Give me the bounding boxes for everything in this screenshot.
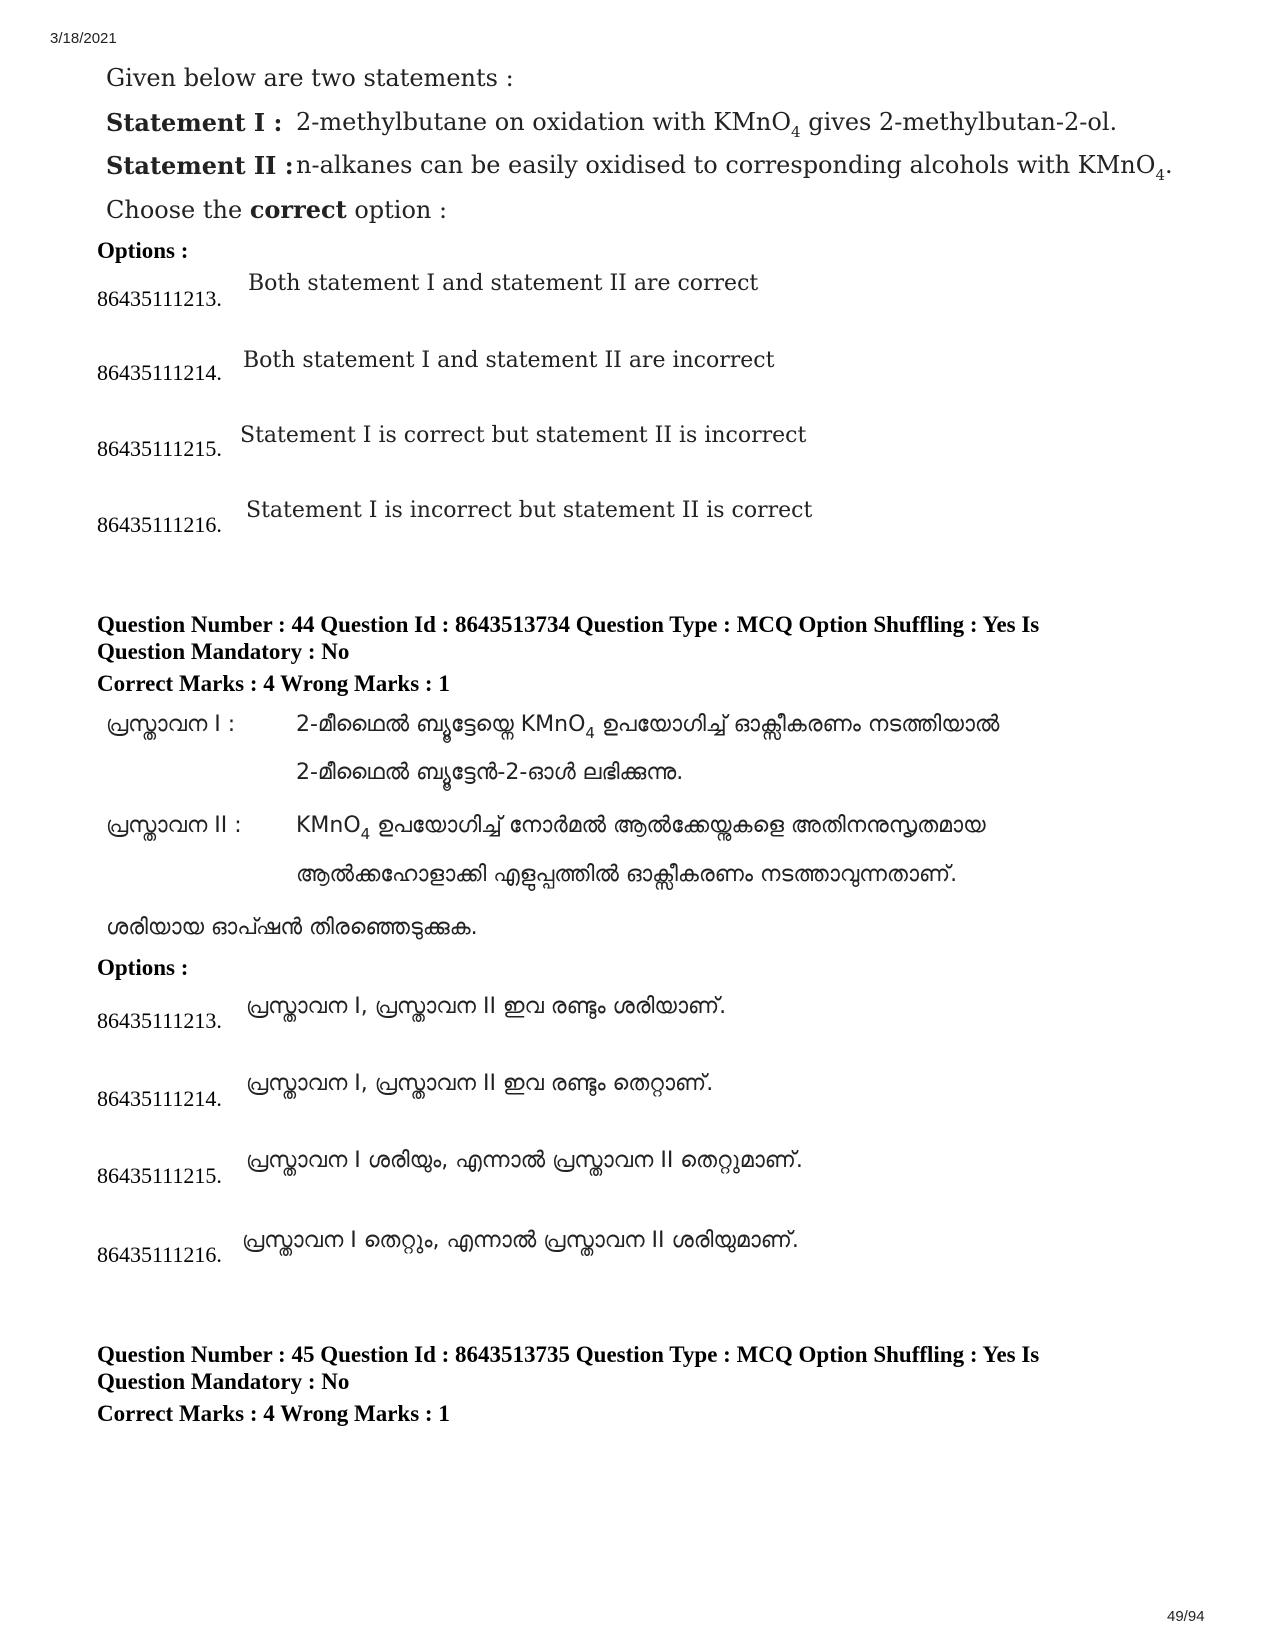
q43-choose-prompt: Choose the correct option : (106, 195, 448, 224)
q44-statement2-label: പ്രസ്താവന II : (106, 813, 242, 838)
option-text: Both statement I and statement II are correct (248, 271, 759, 296)
option-text: പ്രസ്താവന I, പ്രസ്താവന II ഇവ രണ്ടും തെറ്റാണ്. (246, 1071, 714, 1096)
q44-header-line2: Question Mandatory : No (97, 639, 350, 664)
option-text: Statement I is correct but statement II is incorrect (240, 423, 807, 448)
option-text: പ്രസ്താവന I ശരിയും, എന്നാൽ പ്രസ്താവന II തെറ്റുമാണ്. (246, 1148, 803, 1173)
q44-options-label: Options : (97, 955, 189, 980)
q43-statement1-text: 2-methylbutane on oxidation with KMnO$_4$ gives 2-methylbutan-2-ol. (296, 108, 1118, 141)
page-number: 49/94 (1167, 1608, 1205, 1625)
q44-statement1-label: പ്രസ്താവന I : (106, 712, 236, 737)
q43-statement2-text: n-alkanes can be easily oxidised to corresponding alcohols with KMnO$_4$. (296, 151, 1173, 184)
q44-statement1-line1: 2-മീഥൈൽ ബ്യൂട്ടേയ്നെ KMnO$_4$ ഉപയോഗിച്ച് ഓക്സീകരണം നടത്തിയാൽ (296, 712, 1000, 742)
option-id: 86435111216. (97, 1242, 222, 1267)
option-id: 86435111215. (97, 1163, 222, 1188)
q43-statement1-label: Statement I : (106, 108, 283, 137)
q44-statement2-line1: KMnO$_4$ ഉപയോഗിച്ച് നോർമൽ ആൽക്കേയ്നുകളെ അതിനനുസൃതമായ (296, 813, 986, 843)
option-id: 86435111214. (97, 360, 222, 385)
q45-header-line1: Question Number : 45 Question Id : 8643513735 Question Type : MCQ Option Shuffling : Yes Is (97, 1342, 1040, 1367)
option-id: 86435111215. (97, 436, 222, 461)
q43-statement2-label: Statement II : (106, 151, 294, 180)
option-id: 86435111213. (97, 286, 222, 311)
option-text: പ്രസ്താവന I തെറ്റും, എന്നാൽ പ്രസ്താവന II ശരിയുമാണ്. (242, 1228, 799, 1253)
q43-options-label: Options : (97, 238, 189, 263)
q44-header-line1: Question Number : 44 Question Id : 8643513734 Question Type : MCQ Option Shuffling : Yes Is (97, 612, 1040, 637)
q45-header-line3: Correct Marks : 4 Wrong Marks : 1 (97, 1401, 450, 1426)
option-id: 86435111216. (97, 512, 222, 537)
q44-choose-prompt: ശരിയായ ഓപ്ഷൻ തിരഞ്ഞെടുക്കുക. (106, 915, 478, 940)
option-text: Both statement I and statement II are incorrect (243, 348, 775, 373)
option-text: Statement I is incorrect but statement II is correct (246, 498, 813, 523)
option-id: 86435111214. (97, 1086, 222, 1111)
option-text: പ്രസ്താവന I, പ്രസ്താവന II ഇവ രണ്ടും ശരിയാണ്. (246, 994, 727, 1019)
q44-header-line3: Correct Marks : 4 Wrong Marks : 1 (97, 671, 450, 696)
q44-statement2-line2: ആൽക്കഹോളാക്കി എളുപ്പത്തിൽ ഓക്സീകരണം നടത്താവുന്നതാണ്. (296, 862, 958, 887)
print-date: 3/18/2021 (50, 30, 117, 47)
q43-intro: Given below are two statements : (106, 64, 514, 92)
q44-statement1-line2: 2-മീഥൈൽ ബ്യൂട്ടേൻ-2-ഓൾ ലഭിക്കുന്നു. (296, 760, 684, 785)
q45-header-line2: Question Mandatory : No (97, 1369, 350, 1394)
option-id: 86435111213. (97, 1008, 222, 1033)
